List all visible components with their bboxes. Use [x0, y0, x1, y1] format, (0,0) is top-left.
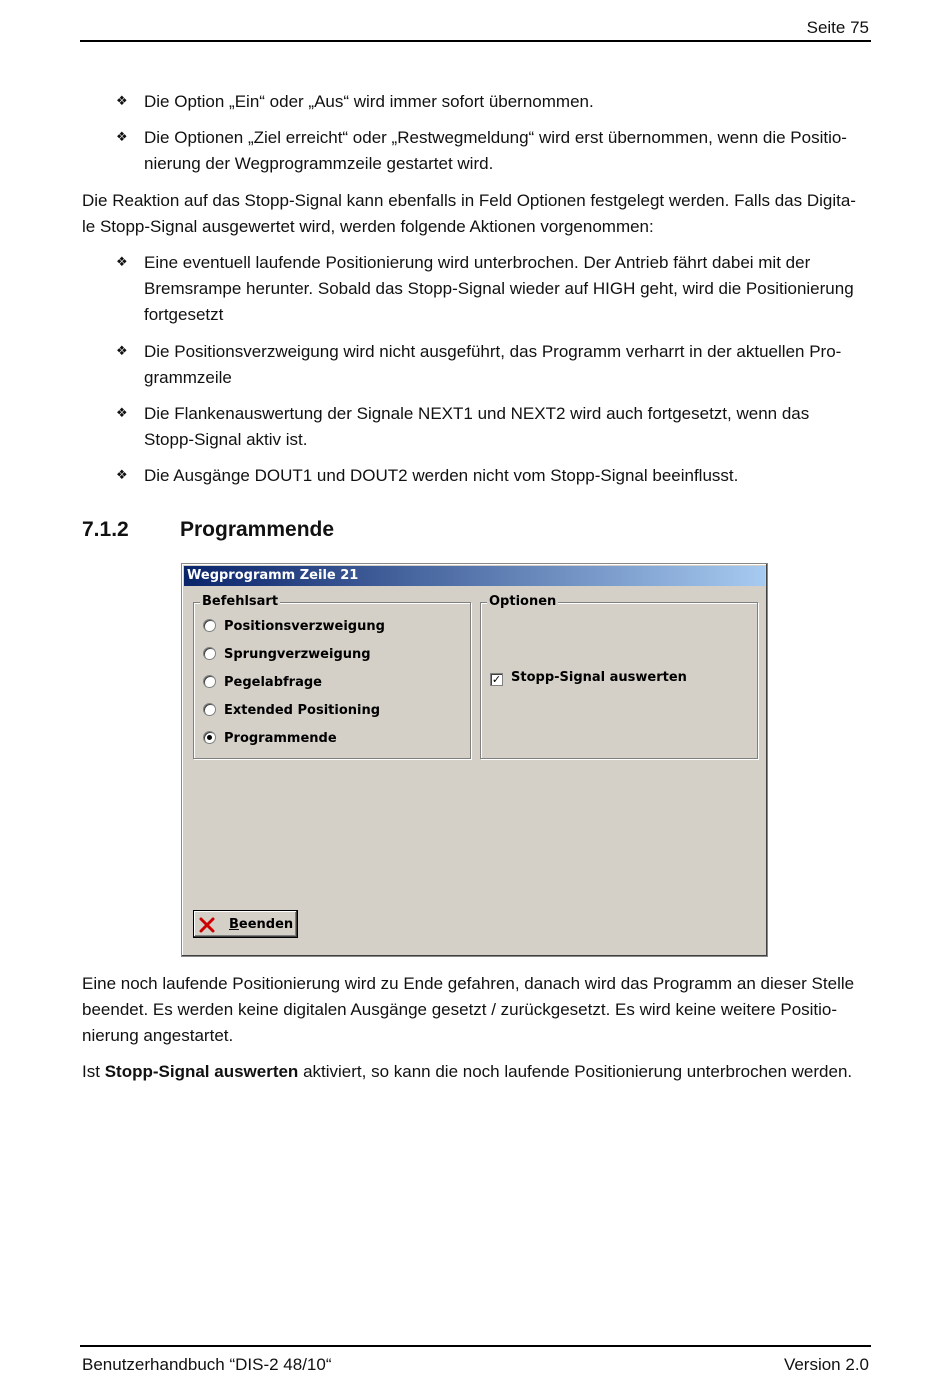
radio-label: Programmende — [224, 731, 337, 746]
paragraph — [82, 971, 872, 1049]
bullet-line: Bremsrampe herunter. Sobald das Stopp-Signal wieder auf HIGH geht, wird die Positionierung — [144, 279, 854, 298]
bullet-line: Die Positionsverzweigung wird nicht ausgeführt, das Programm verharrt in der aktuellen Pro- — [144, 342, 842, 361]
paragraph: Ist Stopp-Signal auswerten aktiviert, so kann die noch laufende Positionierung unterbrochen werden. — [82, 1062, 853, 1081]
dialog-window — [181, 563, 768, 957]
footer-title: Benutzerhandbuch “DIS-2 48/10“ — [82, 1355, 332, 1374]
paragraph — [82, 188, 872, 240]
diamond-bullet-icon: ❖ — [116, 130, 128, 145]
page-number: Seite 75 — [806, 18, 869, 37]
befehlsart-group — [193, 594, 471, 759]
radio-extended-positioning[interactable] — [203, 702, 380, 720]
checkbox-label: Stopp-Signal auswerten — [511, 670, 687, 685]
bullet-line: Stopp-Signal aktiv ist. — [144, 430, 308, 449]
radio-programmende[interactable] — [203, 730, 337, 748]
radio-label: Positionsverzweigung — [224, 619, 385, 634]
radio-button[interactable] — [203, 647, 216, 660]
optionen-label: Optionen — [489, 594, 557, 609]
optionen-group — [480, 594, 758, 759]
bullet-line: Die Flankenauswertung der Signale NEXT1 und NEXT2 wird auch fortgesetzt, wenn das — [144, 404, 810, 423]
bold-term: Stopp-Signal auswerten — [104, 1062, 299, 1081]
diamond-bullet-icon: ❖ — [116, 344, 128, 359]
radio-label: Sprungverzweigung — [224, 647, 371, 662]
section-title: Programmende — [180, 518, 335, 541]
header-rule — [80, 40, 871, 42]
diamond-bullet-icon: ❖ — [116, 94, 128, 109]
diamond-bullet-icon: ❖ — [116, 468, 128, 483]
paragraph-line: le Stopp-Signal ausgewertet wird, werden folgende Aktionen vorgenommen: — [82, 217, 654, 236]
radio-label: Pegelabfrage — [224, 675, 322, 690]
footer-rule — [80, 1345, 871, 1347]
radio-button[interactable] — [203, 675, 216, 688]
beenden-button[interactable] — [193, 910, 298, 938]
paragraph-line: Die Reaktion auf das Stopp-Signal kann ebenfalls in Feld Optionen festgelegt werden. Falls das Digita- — [82, 191, 856, 210]
radio-button[interactable] — [203, 703, 216, 716]
bullet-line: Die Ausgänge DOUT1 und DOUT2 werden nicht vom Stopp-Signal beeinflusst. — [144, 466, 739, 485]
footer-version: Version 2.0 — [783, 1355, 869, 1374]
paragraph-line: beendet. Es werden keine digitalen Ausgänge gesetzt / zurückgesetzt. Es wird keine weitere Positio- — [82, 1000, 838, 1019]
befehlsart-label: Befehlsart — [202, 594, 279, 609]
checkbox-stopp-signal[interactable] — [490, 669, 687, 687]
radio-label: Extended Positioning — [224, 703, 381, 718]
bullet-line: nierung der Wegprogrammzeile gestartet wird. — [144, 154, 494, 173]
radio-pegelabfrage[interactable] — [203, 674, 322, 692]
bullet-line: Die Option „Ein“ oder „Aus“ wird immer sofort übernommen. — [144, 92, 594, 111]
red-x-icon — [199, 917, 215, 933]
diamond-bullet-icon: ❖ — [116, 406, 128, 421]
radio-sprungverzweigung[interactable] — [203, 646, 371, 664]
radio-button[interactable] — [203, 619, 216, 632]
beenden-button-label: Beenden — [229, 917, 294, 932]
paragraph-line: nierung angestartet. — [82, 1026, 234, 1045]
radio-positionsverzweigung[interactable] — [203, 618, 385, 636]
dialog-titlebar: Wegprogramm Zeile 21 — [184, 566, 765, 586]
bullet-line: Die Optionen „Ziel erreicht“ oder „Restwegmeldung“ wird erst übernommen, wenn die Positio- — [144, 128, 847, 147]
paragraph-line: Eine noch laufende Positionierung wird zu Ende gefahren, danach wird das Programm an dieser Stelle — [82, 974, 855, 993]
section-number: 7.1.2 — [82, 518, 129, 541]
bullet-line: grammzeile — [144, 368, 232, 387]
checkbox-checked-icon[interactable]: ✓ — [491, 673, 502, 686]
diamond-bullet-icon: ❖ — [116, 255, 128, 270]
radio-button-selected[interactable] — [203, 731, 216, 744]
bullet-line: Eine eventuell laufende Positionierung wird unterbrochen. Der Antrieb fährt dabei mit der — [144, 253, 811, 272]
bullet-line: fortgesetzt — [144, 305, 224, 324]
